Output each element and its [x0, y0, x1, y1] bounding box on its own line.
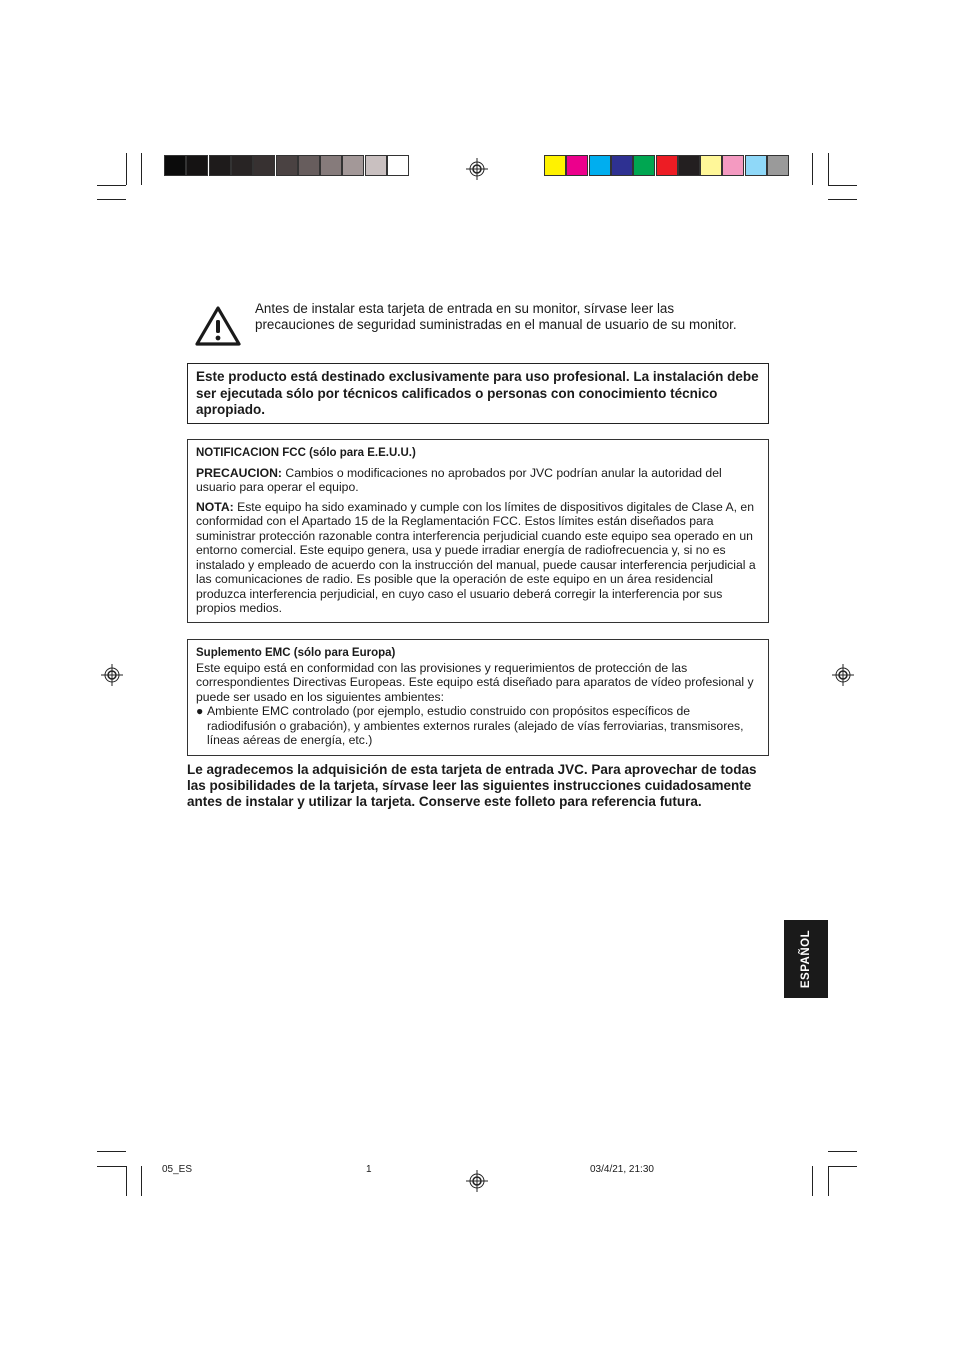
- emc-bullet-text: Ambiente EMC controlado (por ejemplo, estudio construido con propósitos específicos de radiodifusión o grabación), y ambientes externos rurales (alejado de vías ferroviarias, transmisores, líneas aéreas de energía, etc.): [207, 704, 744, 747]
- fcc-note-text: Este equipo ha sido examinado y cumple con los límites de dispositivos digitales de Clase A, en conformidad con el Apartado 15 de la Reglamentación FCC. Estos límites están diseñados para suministrar protección razonable contra interferencia perjudicial cuando este equipo sea operado en un entorno comercial. Este equipo genera, usa y puede irradiar energía de radiofrecuencia y, si no es instalado y empleado de acuerdo con la instrucción del manual, puede causar interferencia perjudicial a las comunicaciones de radio. Es posible que la operación de este equipo en un área residencial produzca interferencia perjudicial, en cuyo caso el usuario deberá corregir la interferencia por sus propios medios.: [196, 499, 756, 615]
- emc-text: Este equipo está en conformidad con las provisiones y requerimientos de protección de las correspondientes Directivas Europeas. Este equipo está diseñado para aparatos de vídeo profesional y puede ser usado en los siguientes ambientes:: [196, 660, 754, 704]
- color-swatch: [767, 155, 789, 176]
- crop-mark: [126, 153, 127, 185]
- fcc-caution: [196, 466, 760, 495]
- fcc-note: [196, 500, 760, 616]
- color-swatch: [276, 155, 298, 176]
- color-swatch: [566, 155, 588, 176]
- color-swatch: [589, 155, 611, 176]
- registration-mark-icon: [466, 158, 488, 180]
- fcc-caution-label: PRECAUCION:: [196, 465, 282, 480]
- color-swatch: [700, 155, 722, 176]
- language-tab-label: ESPAÑOL: [800, 929, 812, 989]
- footer-page-number: 1: [366, 1164, 372, 1175]
- color-swatch: [342, 155, 364, 176]
- bullet-icon: ●: [196, 704, 204, 718]
- color-swatch: [722, 155, 744, 176]
- warning-text: Antes de instalar esta tarjeta de entrada en su monitor, sírvase leer las precauciones de seguridad suministradas en el manual de usuario de su monitor.: [255, 301, 737, 332]
- color-swatch: [745, 155, 767, 176]
- color-swatch: [656, 155, 678, 176]
- color-swatch: [253, 155, 275, 176]
- color-swatch: [611, 155, 633, 176]
- crop-mark: [828, 153, 829, 185]
- crop-mark: [141, 153, 142, 185]
- fcc-caution-text: Cambios o modificaciones no aprobados por JVC podrían anular la autoridad del usuario para operar el equipo.: [196, 465, 722, 494]
- color-swatch: [209, 155, 231, 176]
- color-swatch: [320, 155, 342, 176]
- crop-mark: [141, 1166, 142, 1196]
- crop-mark: [97, 1151, 126, 1152]
- fcc-title: NOTIFICACION FCC (sólo para E.E.U.U.): [196, 447, 416, 459]
- footer-timestamp: 03/4/21, 21:30: [590, 1164, 654, 1175]
- crop-mark: [828, 1151, 857, 1152]
- thanks-paragraph: Le agradecemos la adquisición de esta tarjeta de entrada JVC. Para aprovechar de todas las posibilidades de la tarjeta, sírvase leer las siguientes instrucciones cuidadosamente antes de instalar y utilizar la tarjeta. Conserve este folleto para referencia futura.: [187, 762, 757, 810]
- warning-triangle-icon: [194, 305, 242, 347]
- footer-file-name: 05_ES: [162, 1164, 193, 1175]
- language-tab: [784, 920, 828, 998]
- color-swatch: [186, 155, 208, 176]
- fcc-note-label: NOTA:: [196, 499, 234, 514]
- registration-mark-icon: [466, 1170, 488, 1192]
- crop-mark: [812, 153, 813, 185]
- crop-mark: [828, 1166, 829, 1196]
- crop-mark: [828, 199, 857, 200]
- color-swatch: [231, 155, 253, 176]
- fcc-notice-box: [187, 439, 769, 623]
- professional-use-text: Este producto está destinado exclusivamente para uso profesional. La instalación debe ser ejecutada sólo por técnicos calificados o personas con conocimiento técnico apropiado.: [196, 369, 759, 417]
- color-swatch: [164, 155, 186, 176]
- registration-mark-icon: [101, 664, 123, 686]
- color-swatch: [387, 155, 409, 176]
- color-swatch: [298, 155, 320, 176]
- emc-title: Suplemento EMC (sólo para Europa): [196, 647, 396, 659]
- crop-mark: [812, 1166, 813, 1196]
- professional-use-notice: [187, 363, 769, 424]
- crop-mark: [126, 1166, 127, 1196]
- crop-mark: [97, 185, 126, 186]
- emc-supplement-box: [187, 639, 769, 756]
- crop-mark: [828, 1166, 857, 1167]
- crop-mark: [828, 185, 857, 186]
- color-swatch: [633, 155, 655, 176]
- crop-mark: [97, 1166, 126, 1167]
- color-swatch: [365, 155, 387, 176]
- color-swatch: [678, 155, 700, 176]
- emc-bullet-item: [196, 704, 760, 748]
- color-swatch: [544, 155, 566, 176]
- crop-mark: [97, 199, 126, 200]
- registration-mark-icon: [832, 664, 854, 686]
